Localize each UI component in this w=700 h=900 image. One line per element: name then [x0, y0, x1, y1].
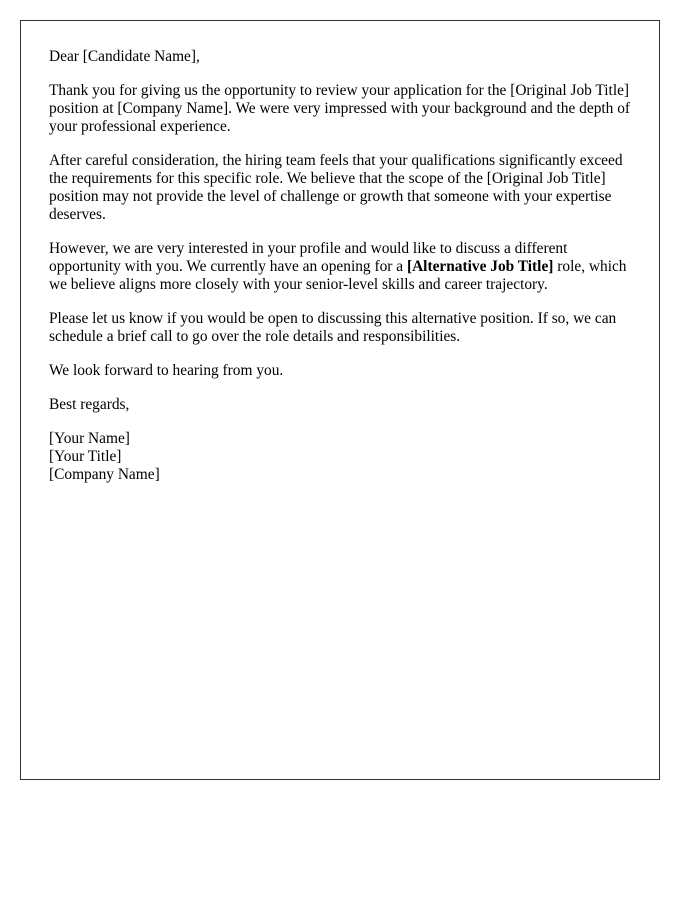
- signature-name: [Your Name]: [49, 430, 130, 447]
- paragraph-closing-note: We look forward to hearing from you.: [49, 362, 284, 379]
- letter-page: [20, 20, 660, 780]
- signature-block: [49, 430, 634, 484]
- signature-company: [Company Name]: [49, 466, 160, 483]
- alternative-job-title: [Alternative Job Title]: [406, 258, 554, 275]
- paragraph-alternative-offer-start: However, we are very interested in your profile and would like to discuss a different opportunity with you. We currently have an opening for a: [49, 240, 568, 275]
- closing: Best regards,: [49, 396, 130, 413]
- paragraph-intro: Thank you for giving us the opportunity to review your application for the [Original Job Title] position at [Company Name]. We were very impressed with your background and the depth of your professional experience.: [49, 82, 631, 135]
- paragraph-qualifications: After careful consideration, the hiring team feels that your qualifications significantly exceed the requirements for this specific role. We believe that the scope of the [Original Job Title] position may not provide the level of challenge or growth that someone with your expertise deserves.: [49, 152, 623, 223]
- salutation: Dear [Candidate Name],: [49, 48, 200, 65]
- paragraph-alternative-offer: [49, 240, 634, 294]
- paragraph-alternative-offer-end: role, which we believe aligns more closely with your senior-level skills and career trajectory.: [49, 258, 627, 293]
- letter-body: [49, 48, 634, 500]
- signature-title: [Your Title]: [49, 448, 122, 465]
- paragraph-request: Please let us know if you would be open to discussing this alternative position. If so, we can schedule a brief call to go over the role details and responsibilities.: [49, 310, 617, 345]
